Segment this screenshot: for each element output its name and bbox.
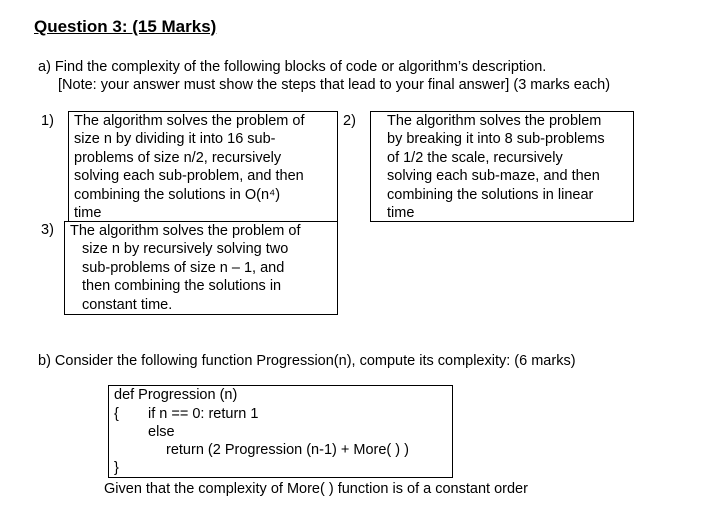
problem-3-line: sub-problems of size n – 1, and	[82, 259, 285, 276]
problem-3-box	[64, 221, 338, 315]
part-b-instructions: b) Consider the following function Progression(n), compute its complexity: (6 marks)	[38, 353, 576, 369]
problem-3-line: The algorithm solves the problem of	[70, 223, 301, 239]
problem-2-line: solving each sub-maze, and then	[387, 168, 600, 185]
problem-3-line: size n by recursively solving two	[82, 241, 289, 258]
problem-2-line: by breaking it into 8 sub-problems	[387, 131, 605, 148]
problem-1-line: time	[74, 205, 102, 222]
part-a-instructions	[38, 58, 610, 94]
problem-1-line: combining the solutions in O(n⁴)	[74, 186, 281, 203]
problem-1-line: size n by dividing it into 16 sub-	[74, 131, 276, 148]
code-if-line: if n == 0: return 1	[148, 406, 259, 422]
problem-2-line: time	[387, 205, 415, 222]
problem-2-line: The algorithm solves the problem	[387, 113, 602, 129]
problem-2-box	[370, 111, 634, 222]
problem-3-label: 3)	[41, 222, 54, 238]
problem-2-line: combining the solutions in linear	[387, 186, 594, 203]
given-note: Given that the complexity of More( ) function is of a constant order	[104, 481, 528, 497]
code-close-brace: }	[114, 460, 119, 476]
problem-3-line: constant time.	[82, 296, 173, 313]
code-return-line: return (2 Progression (n-1) + More( ) )	[166, 442, 409, 458]
problem-1-line: The algorithm solves the problem of	[74, 113, 305, 129]
question-title: Question 3: (15 Marks)	[34, 17, 217, 36]
problem-3-line: then combining the solutions in	[82, 278, 282, 295]
problem-1-box	[68, 111, 338, 222]
code-def-line: def Progression (n)	[114, 387, 238, 403]
part-a-note: [Note: your answer must show the steps that lead to your final answer] (3 marks each)	[58, 77, 611, 93]
problem-1-line: problems of size n/2, recursively	[74, 149, 282, 166]
problem-2-label: 2)	[343, 113, 356, 129]
code-block	[108, 385, 453, 478]
problem-1-label: 1)	[41, 113, 54, 129]
problem-2-line: of 1/2 the scale, recursively	[387, 149, 563, 166]
code-else-line: else	[148, 424, 175, 440]
part-a-line-1: a) Find the complexity of the following blocks of code or algorithm’s description.	[38, 59, 547, 75]
problem-1-line: solving each sub-problem, and then	[74, 168, 304, 185]
code-open-brace: {	[114, 406, 119, 422]
